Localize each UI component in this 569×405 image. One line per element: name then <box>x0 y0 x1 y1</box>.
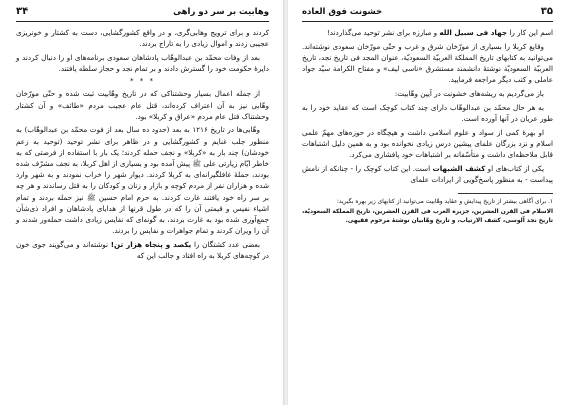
right-page-number: ۳۵ <box>540 6 553 17</box>
footnote <box>302 198 553 226</box>
right-page-header <box>302 7 553 19</box>
right-page-body <box>302 27 553 185</box>
header-rule <box>302 21 553 22</box>
paragraph: وقایع کربلا را بسیاری از مورّخان شرق و غرب و حتّی مورّخان سعودی نوشته‌اند. می‌توانید به کتابهای تاریخ المملکة العربیّة السعودیّة، عنوان المجد فی تاریخ نجد، تاریخ العربیّة السعودیّة نوشتهٔ دانشمند مستشرق «ناسی لیف» و مفتاح الکرامة سیّد جواد عاملی و کتب دیگر مراجعه فرمایید. <box>302 41 553 85</box>
paragraph: به هر حال محمّد بن عبدالوهّاب دارای چند کتاب کوچک است که عقاید خود را به طور عریان در آنها آورده است. <box>302 102 553 123</box>
bold-count: یکصد و پنجاه هزار تن! <box>110 239 192 249</box>
paragraph: از جمله اعمال بسیار وحشتناکی که در تاریخ وهّابیت ثبت شده و حتّی مورّخان وهّابی نیز به آن اعتراف کرده‌اند، قتل عام عجیب مردم «طائف» و آن کشتار وحشتناک قتل عام مردم «عراق و کربلا» بود. <box>16 89 269 121</box>
right-page <box>288 0 569 405</box>
paragraph <box>302 27 553 38</box>
text-run: و مبارزه برای نشر توحید می‌گذاردند! <box>326 28 440 37</box>
right-header-title: خشونت فوق العاده <box>302 7 383 17</box>
paragraph: وهّابی‌ها در تاریخ ۱۲۱۶ به بعد (حدود ده سال بعد از فوت محمّد بن عبدالوهّاب) به منظور جلب غنایم و کشورگشایی و در ظاهر برای نشر توحید (توحید به زعم خودشان) چند بار به «کربلا» و نجف حمله کردند؛ یک بار با استفاده از فرصتی که به خاطر ایّام زیارتی علی ﷺ پیش آمده بود و بسیاری از اهل کربلا، به نجف مشرّف شده بودند، حملهٔ غافلگیرانه‌ای به کربلا کردند. دیوار شهر را خراب نمودند و به شهر وارد شده و هزاران نفر از مردم کوچه و بازار و زنان و کودکان را به قتل رساندند و هر چه بر سر راه خود یافتند غارت کردند. به حرم امام حسین ﷺ نیز حمله بردند و تمام اشیاء نفیس و قیمتی آن را که در طول قرنها از هدایای پادشاهان و افراد ذی‌شأن جمع‌آوری شده بود به غارت بردند، به گونه‌ای که نفایس زیادی داشت حمله‌ور شدند و آن را ویران کردند و تمام جواهرات و نفایس را بردند. <box>16 125 269 236</box>
bold-book-title: کشف الشبهات <box>432 163 486 173</box>
left-page-header <box>16 7 269 19</box>
paragraph <box>302 163 553 185</box>
footnote-rule <box>458 193 553 194</box>
left-page-number: ۳۴ <box>16 6 29 17</box>
header-rule <box>16 21 269 22</box>
footnote-text: ۱. برای آگاهی بیشتر از تاریخ پیدایش و عقاید وهّابیت می‌توانید از کتابهای زیر بهره بگیرید: <box>336 199 553 206</box>
text-run: اسم این کار را <box>507 28 553 37</box>
text-run: نوشته‌اند و می‌گویند جوی خون در کوچه‌های کربلا به راه افتاد و جالب این که <box>16 239 269 261</box>
paragraph <box>16 239 269 261</box>
bold-jihad: جهاد فی سبیل الله <box>439 28 508 37</box>
text-run: بعضی عدد کشتگان را <box>191 239 260 249</box>
paragraph: باز می‌گردیم به ریشه‌های خشونت در آیین وهّابیت: <box>394 89 544 99</box>
text-run: است. این کتاب کوچک را - چنانکه از نامش پیداست - به منظور پاسخ‌گویی از ایرادات علمای <box>302 163 553 184</box>
section-separator: * * * <box>130 77 155 86</box>
text-run: یکی از کتاب‌های او <box>485 163 544 173</box>
paragraph: کردند و برای ترویج وهابی‌گری، و در واقع کشورگشایی، دست به کشتار و خونریزی عجیبی زدند و اموال زیادی را به تاراج بردند. <box>16 28 269 49</box>
left-page <box>0 0 283 405</box>
paragraph: بعد از وفات محمّد بن عبدالوهّاب پادشاهان سعودی برنامه‌های او را دنبال کردند و دایرهٔ حکومت خود را گسترش دادند و بر تمام نجد و حجاز سلطه یافتند. <box>16 52 269 74</box>
paragraph: او بهرهٔ کمی از سواد و علوم اسلامی داشت و هیچگاه در حوزه‌های مهمّ علمی اسلام و نزد بزرگان علمای پیشین درس زیادی نخوانده بود و به همین دلیل اشتباهات قابل ملاحظه‌ای داشت و متأسّفانه بر اشتباهات خود پافشاری می‌کرد. <box>302 127 553 160</box>
footnote-sources: الاسلام فی القرن العشرین، جزیرة العرب فی القرن العشرین، تاریخ المملکة السعودیّة، تاریخ نجد آلوسی، کشف الارتیاب، و تاریخ وهّابیان نوشتهٔ مرحوم فقیهی. <box>302 208 553 224</box>
left-header-title: وهابیت بر سر دو راهی <box>173 7 269 17</box>
left-page-body <box>16 27 269 261</box>
